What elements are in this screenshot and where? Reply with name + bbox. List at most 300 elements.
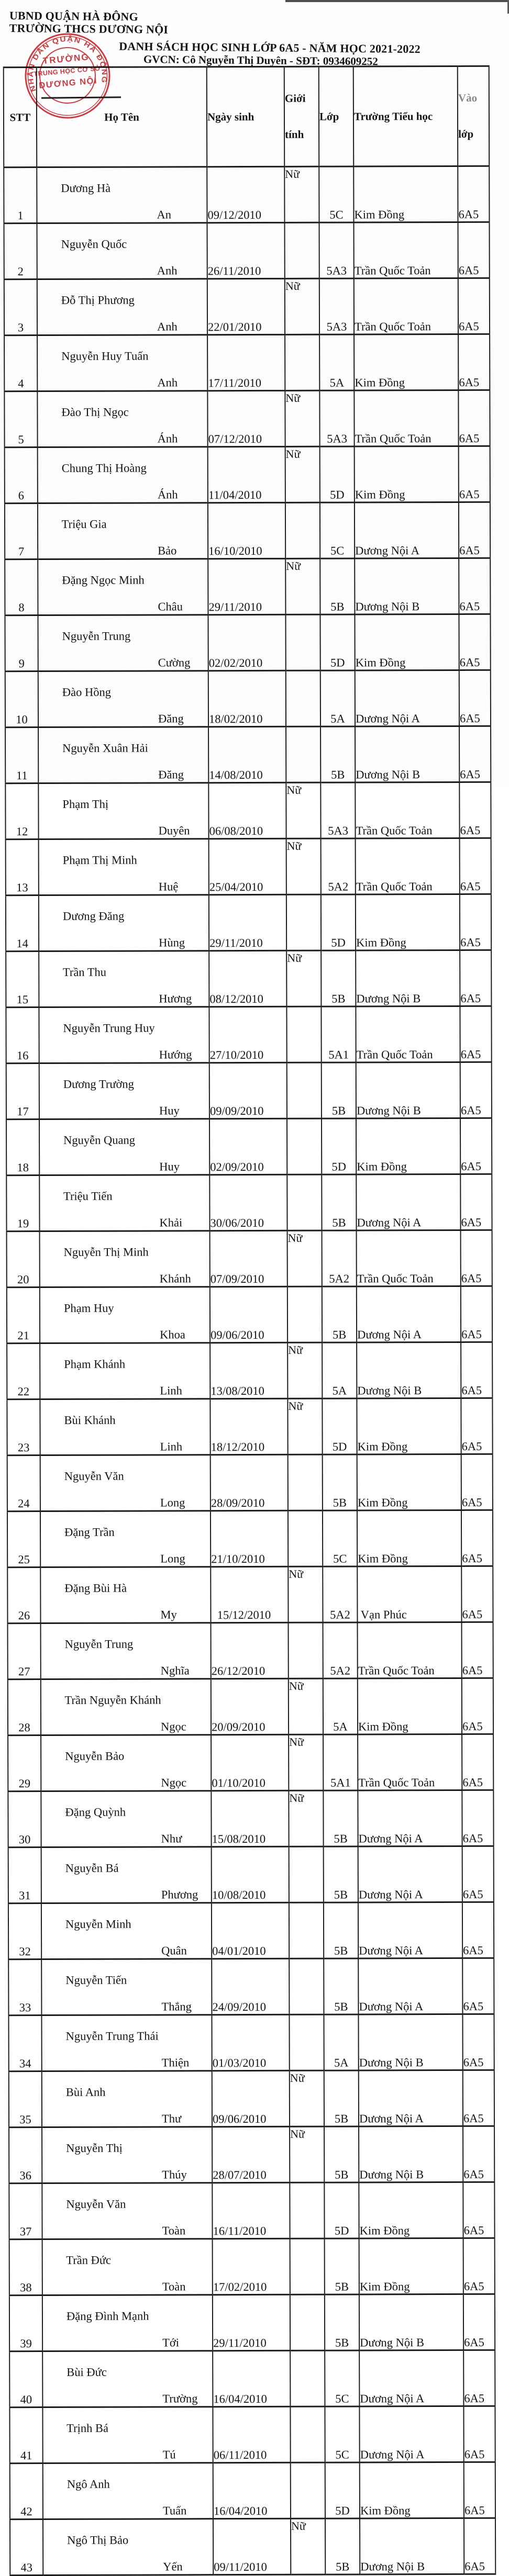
cell-into-class: 6A5: [463, 2238, 495, 2294]
table-row: [7, 1454, 493, 1511]
cell-family-name: Nguyễn Thị: [66, 2141, 123, 2155]
table-row: [6, 1062, 492, 1119]
cell-family-name: Nguyễn Văn: [66, 2197, 126, 2211]
cell-stt: 22: [7, 1343, 40, 1399]
cell-family-name: Phạm Huy: [63, 1301, 114, 1315]
cell-gender: [285, 614, 320, 670]
cell-stt: 43: [10, 2519, 43, 2575]
cell-family-name: Triệu Gia: [61, 517, 107, 531]
cell-family-name: Bùi Anh: [65, 2085, 106, 2099]
cell-class: 5B: [324, 1846, 358, 1902]
cell-given-name: Toàn: [162, 2224, 186, 2237]
cell-into-class: 6A5: [460, 1174, 492, 1230]
student-table: [3, 65, 496, 2576]
cell-family-name: Đặng Quỳnh: [65, 1805, 126, 1819]
cell-name: [41, 2015, 212, 2071]
cell-gender: Nữ: [286, 838, 321, 894]
table-row: [7, 1566, 493, 1623]
cell-family-name: Nguyễn Trung Huy: [63, 1021, 155, 1035]
cell-dob: 06/11/2010: [213, 2406, 290, 2462]
cell-class: 5D: [320, 614, 355, 670]
cell-gender: [290, 2294, 325, 2350]
cell-into-class: 6A5: [458, 222, 490, 278]
cell-name: [38, 503, 208, 559]
cell-into-class: 6A5: [459, 670, 491, 726]
cell-given-name: Khánh: [159, 1272, 191, 1285]
cell-name: [41, 1679, 211, 1735]
cell-school: Dương Nội A: [358, 1790, 462, 1846]
cell-given-name: Huy: [159, 1104, 180, 1117]
cell-school: Kim Đồng: [355, 614, 459, 670]
cell-dob: 30/06/2010: [209, 1174, 287, 1230]
cell-dob: 01/03/2010: [212, 2014, 289, 2070]
cell-name: [39, 839, 209, 895]
cell-into-class: 6A5: [463, 2406, 495, 2462]
cell-dob: 10/08/2010: [212, 1846, 289, 1902]
cell-stt: 40: [9, 2351, 42, 2407]
cell-class: 5B: [324, 1958, 358, 2014]
cell-school: Trần Quốc Toản: [358, 1734, 462, 1790]
cell-into-class: 6A5: [462, 1846, 494, 1902]
cell-name: [40, 1567, 211, 1623]
cell-gender: Nữ: [288, 1566, 323, 1622]
table-row: [9, 2126, 494, 2183]
cell-name: [38, 783, 208, 839]
cell-name: [42, 2295, 213, 2351]
cell-given-name: Cường: [158, 656, 191, 669]
cell-school: Dương Nội A: [358, 1846, 462, 1902]
cell-name: [38, 447, 208, 503]
cell-family-name: Đỗ Thị Phương: [61, 293, 135, 307]
cell-name: [42, 2351, 213, 2407]
cell-school: Trần Quốc Toản: [355, 782, 459, 838]
cell-given-name: Huy: [159, 1160, 180, 1173]
cell-stt: 19: [6, 1175, 39, 1231]
cell-stt: 24: [7, 1455, 40, 1511]
cell-into-class: 6A5: [460, 894, 491, 950]
cell-into-class: 6A5: [462, 1902, 494, 1958]
cell-family-name: Đặng Trần: [64, 1525, 115, 1539]
cell-name: [42, 2071, 212, 2127]
cell-family-name: Nguyễn Bá: [65, 1861, 119, 1875]
header-into-class-line1: Vào: [458, 91, 478, 104]
cell-gender: Nữ: [287, 1230, 322, 1286]
table-row: [5, 502, 490, 559]
table-row: [4, 278, 490, 335]
table-row: [6, 950, 491, 1007]
cell-school: Kim Đồng: [357, 1454, 461, 1510]
cell-given-name: Linh: [160, 1384, 182, 1397]
cell-stt: 13: [6, 839, 39, 895]
cell-given-name: Thắng: [161, 2000, 192, 2013]
cell-into-class: 6A5: [459, 446, 490, 502]
cell-family-name: Trần Đức: [66, 2253, 112, 2267]
cell-family-name: Nguyễn Minh: [65, 1917, 131, 1931]
cell-name: [40, 1231, 210, 1287]
cell-family-name: Nguyễn Huy Tuấn: [61, 349, 149, 363]
cell-stt: 39: [9, 2295, 42, 2351]
cell-gender: [287, 1286, 322, 1342]
cell-stt: 30: [8, 1791, 41, 1847]
cell-stt: 34: [8, 2015, 41, 2071]
cell-stt: 17: [6, 1063, 39, 1119]
cell-given-name: Quân: [161, 1944, 187, 1957]
cell-family-name: Nguyễn Trung: [62, 629, 131, 643]
cell-family-name: Nguyễn Văn: [64, 1469, 124, 1483]
cell-school: Dương Nội B: [355, 558, 459, 614]
cell-into-class: 6A5: [458, 390, 490, 446]
cell-school: Dương Nội B: [358, 2014, 462, 2070]
cell-stt: 10: [5, 671, 38, 727]
cell-class: 5B: [325, 2518, 360, 2574]
table-row: [9, 2070, 494, 2127]
cell-class: 5D: [322, 1118, 356, 1174]
cell-into-class: 6A5: [461, 1566, 493, 1622]
cell-gender: [289, 2014, 324, 2070]
table-row: [5, 558, 490, 615]
cell-class: 5D: [320, 446, 355, 502]
document-subtitle: GVCN: Cô Nguyễn Thị Duyên - SĐT: 0934609252: [143, 53, 378, 68]
table-row: [4, 166, 489, 223]
cell-dob: 24/09/2010: [212, 1958, 289, 2014]
cell-dob: 18/02/2010: [208, 670, 286, 726]
cell-family-name: Ngô Anh: [67, 2477, 110, 2491]
cell-school: Trần Quốc Toản: [356, 838, 460, 894]
cell-given-name: Hương: [159, 992, 192, 1005]
cell-into-class: 6A5: [463, 2126, 494, 2182]
cell-class: 5A2: [322, 1230, 357, 1286]
table-row: [7, 1398, 492, 1455]
cell-school: Kim Đồng: [354, 334, 458, 390]
cell-stt: 1: [4, 167, 37, 223]
cell-into-class: 6A5: [462, 1734, 493, 1790]
cell-into-class: 6A5: [458, 278, 490, 334]
cell-dob: 27/10/2010: [209, 1006, 286, 1062]
cell-into-class: 6A5: [464, 2462, 495, 2518]
cell-school: Dương Nội B: [355, 726, 459, 782]
cell-class: 5B: [323, 1790, 358, 1846]
cell-given-name: Long: [160, 1552, 185, 1565]
cell-stt: 11: [5, 727, 38, 783]
cell-family-name: Đặng Bùi Hà: [64, 1581, 127, 1595]
cell-class: 5C: [325, 2406, 359, 2462]
cell-family-name: Chung Thị Hoàng: [61, 461, 147, 475]
cell-name: [42, 2239, 213, 2295]
cell-dob: 29/11/2010: [209, 894, 286, 950]
table-row: [10, 2462, 495, 2519]
cell-given-name: Thư: [161, 2112, 182, 2125]
cell-into-class: 6A5: [461, 1454, 493, 1510]
cell-family-name: Trịnh Bá: [67, 2421, 108, 2435]
cell-name: [37, 279, 207, 335]
cell-given-name: Ánh: [157, 432, 178, 445]
cell-gender: [289, 1846, 324, 1902]
stamp-center-line2: TRUNG HỌC CƠ SỞ: [33, 64, 101, 78]
cell-school: Dương Nội A: [358, 1902, 462, 1958]
cell-name: [43, 2463, 213, 2519]
cell-given-name: Nghĩa: [160, 1664, 190, 1677]
cell-into-class: 6A5: [463, 2182, 494, 2238]
cell-gender: [291, 2462, 325, 2518]
cell-into-class: 6A5: [464, 2518, 495, 2574]
cell-family-name: Triệu Tiến: [63, 1189, 113, 1203]
stamp-center-line3: DƯƠNG NỘI: [38, 76, 98, 91]
cell-class: 5A1: [321, 1006, 356, 1062]
cell-name: [42, 2407, 213, 2463]
table-row: [5, 670, 491, 727]
cell-name: [41, 1903, 212, 1959]
cell-school: Dương Nội B: [360, 2518, 464, 2574]
cell-class: 5C: [325, 2350, 359, 2406]
cell-name: [40, 1343, 210, 1399]
table-row: [8, 1902, 494, 1959]
cell-family-name: Trần Thu: [62, 965, 107, 979]
cell-class: 5B: [323, 1454, 357, 1510]
cell-name: [39, 1007, 209, 1063]
table-row: [8, 1622, 493, 1679]
cell-gender: [289, 1622, 323, 1678]
cell-class: 5A3: [319, 390, 354, 446]
cell-class: 5B: [324, 2126, 359, 2182]
cell-given-name: Bảo: [158, 544, 177, 557]
cell-stt: 42: [10, 2463, 43, 2519]
cell-into-class: 6A5: [458, 166, 489, 222]
cell-class: 5B: [322, 1174, 356, 1230]
cell-class: 5D: [324, 2182, 359, 2238]
cell-dob: 14/08/2010: [208, 726, 286, 782]
cell-name: [42, 2127, 212, 2183]
cell-given-name: Hùng: [159, 936, 185, 949]
cell-name: [39, 1063, 209, 1119]
cell-stt: 16: [6, 1007, 39, 1063]
cell-class: 5D: [321, 894, 356, 950]
cell-given-name: Tuấn: [162, 2504, 187, 2517]
cell-stt: 41: [9, 2407, 42, 2463]
cell-dob: 16/10/2010: [208, 502, 285, 558]
cell-dob: 26/11/2010: [207, 222, 285, 278]
cell-stt: 23: [7, 1399, 40, 1455]
cell-given-name: Huệ: [158, 880, 179, 893]
cell-into-class: 6A5: [460, 838, 491, 894]
cell-into-class: 6A5: [459, 614, 490, 670]
header-dob: Ngày sinh: [207, 66, 284, 166]
cell-dob: 09/06/2010: [212, 2070, 290, 2126]
cell-name: [38, 727, 208, 783]
cell-into-class: 6A5: [459, 558, 490, 614]
cell-given-name: Thiện: [161, 2056, 190, 2069]
cell-stt: 21: [7, 1287, 40, 1343]
cell-given-name: Duyên: [158, 824, 190, 837]
org-line-2: TRƯỜNG THCS DƯƠNG NỘI: [9, 21, 169, 36]
cell-name: [41, 1847, 212, 1903]
cell-stt: 5: [4, 391, 37, 447]
cell-dob: 26/12/2010: [211, 1622, 289, 1678]
cell-class: 5B: [325, 2294, 359, 2350]
cell-class: 5A2: [323, 1622, 358, 1678]
table-row: [6, 1006, 491, 1063]
cell-stt: 18: [6, 1119, 39, 1175]
cell-given-name: Thúy: [162, 2168, 187, 2181]
cell-class: 5C: [323, 1510, 357, 1566]
cell-gender: Nữ: [290, 2126, 324, 2182]
cell-school: Dương Nội A: [359, 2070, 463, 2126]
cell-gender: [290, 2406, 325, 2462]
cell-school: Trần Quốc Toản: [358, 1622, 462, 1678]
cell-gender: [288, 1454, 323, 1510]
cell-into-class: 6A5: [460, 1006, 491, 1062]
cell-stt: 36: [9, 2127, 42, 2183]
cell-school: Dương Nội B: [357, 1342, 461, 1398]
cell-school: Dương Nội B: [359, 2294, 463, 2350]
cell-name: [43, 2519, 213, 2575]
cell-stt: 7: [5, 503, 38, 559]
cell-school: Dương Nội A: [359, 2350, 463, 2406]
cell-name: [41, 1623, 211, 1679]
cell-dob: 08/12/2010: [209, 950, 286, 1006]
cell-family-name: Dương Đăng: [62, 909, 125, 923]
cell-gender: [286, 1006, 321, 1062]
cell-gender: [286, 670, 320, 726]
cell-stt: 26: [7, 1567, 40, 1623]
cell-dob: 28/09/2010: [211, 1454, 288, 1510]
cell-given-name: Ngọc: [160, 1720, 186, 1733]
cell-class: 5D: [322, 1398, 357, 1454]
cell-dob: 25/04/2010: [209, 838, 286, 894]
cell-gender: Nữ: [287, 1398, 322, 1454]
cell-dob: 02/09/2010: [209, 1118, 287, 1174]
cell-school: Dương Nội A: [358, 1958, 462, 2014]
school-stamp: [19, 28, 116, 124]
cell-into-class: 6A5: [459, 502, 490, 558]
cell-name: [40, 1399, 210, 1455]
cell-stt: 8: [5, 559, 38, 615]
cell-gender: Nữ: [284, 166, 319, 222]
cell-stt: 2: [4, 223, 37, 279]
cell-into-class: 6A5: [458, 334, 490, 390]
cell-name: [37, 223, 207, 279]
header-stt: STT: [4, 68, 37, 167]
table-row: [7, 1510, 493, 1567]
table-row: [8, 1846, 494, 1903]
cell-school: Dương Nội B: [356, 1062, 460, 1118]
cell-school: Dương Nội A: [355, 670, 459, 726]
cell-into-class: 6A5: [459, 726, 491, 782]
cell-class: 5A: [323, 1678, 358, 1734]
table-row: [9, 2238, 495, 2295]
cell-dob: 07/12/2010: [207, 390, 285, 446]
cell-name: [39, 895, 209, 951]
cell-dob: 21/10/2010: [211, 1510, 288, 1566]
cell-dob: 15/12/2010: [211, 1566, 288, 1622]
header-class: Lớp: [319, 66, 353, 166]
cell-into-class: 6A5: [459, 782, 491, 838]
cell-family-name: Ngô Thị Bảo: [67, 2533, 129, 2547]
cell-school: Kim Đồng: [356, 1118, 460, 1174]
cell-name: [40, 1511, 211, 1567]
cell-gender: [287, 1118, 322, 1174]
cell-name: [38, 671, 208, 727]
cell-school: Dương Nội A: [359, 2406, 463, 2462]
table-row: [6, 1174, 492, 1231]
cell-given-name: My: [160, 1608, 177, 1621]
cell-dob: 17/11/2010: [207, 334, 285, 390]
cell-dob: 07/09/2010: [210, 1230, 287, 1286]
cell-gender: [285, 334, 319, 390]
cell-given-name: Như: [161, 1832, 182, 1845]
cell-dob: 06/08/2010: [208, 782, 286, 838]
cell-family-name: Nguyễn Quang: [63, 1133, 135, 1147]
cell-gender: [290, 2350, 325, 2406]
cell-stt: 31: [8, 1847, 41, 1903]
cell-class: 5C: [320, 502, 355, 558]
cell-gender: Nữ: [289, 1678, 323, 1734]
cell-name: [38, 559, 208, 615]
cell-into-class: 6A5: [460, 1062, 492, 1118]
cell-dob: 02/02/2010: [208, 614, 285, 670]
cell-family-name: Nguyễn Bảo: [65, 1749, 125, 1763]
cell-gender: [286, 894, 321, 950]
cell-given-name: Long: [160, 1496, 185, 1509]
cell-gender: Nữ: [285, 446, 320, 502]
cell-school: Trần Quốc Toản: [354, 390, 458, 446]
cell-school: Kim Đồng: [359, 2182, 463, 2238]
cell-into-class: 6A5: [463, 2070, 494, 2126]
cell-class: 5A: [322, 1342, 357, 1398]
cell-stt: 28: [8, 1679, 41, 1735]
cell-gender: Nữ: [286, 950, 321, 1006]
cell-dob: 15/08/2010: [211, 1790, 289, 1846]
cell-stt: 25: [7, 1511, 40, 1567]
cell-school: Trần Quốc Toản: [356, 1006, 460, 1062]
cell-dob: 01/10/2010: [211, 1734, 289, 1790]
cell-dob: 09/09/2010: [209, 1062, 287, 1118]
table-row: [7, 1342, 492, 1399]
cell-school: Kim Đồng: [358, 1678, 462, 1734]
cell-dob: 28/07/2010: [212, 2126, 290, 2182]
cell-class: 5B: [324, 1902, 358, 1958]
cell-gender: [289, 1902, 324, 1958]
cell-family-name: Nguyễn Tiến: [65, 1973, 127, 1987]
cell-dob: 29/11/2010: [213, 2294, 290, 2350]
cell-stt: 20: [7, 1231, 40, 1287]
cell-family-name: Bùi Khánh: [64, 1413, 116, 1427]
cell-into-class: 6A5: [461, 1342, 492, 1398]
cell-given-name: Châu: [158, 600, 183, 613]
cell-family-name: Nguyễn Trung Thái: [65, 2029, 159, 2043]
header-gender-line2: tính: [285, 128, 304, 141]
cell-dob: 29/11/2010: [208, 558, 285, 614]
cell-name: [39, 1175, 209, 1231]
cell-given-name: Khoa: [160, 1328, 185, 1341]
cell-family-name: Dương Trường: [63, 1077, 134, 1091]
cell-class: 5A3: [319, 278, 354, 334]
stamp-ring-text: NHÂN DÂN QUẬN HÀ ĐÔNG: [26, 35, 109, 93]
cell-gender: Nữ: [286, 782, 320, 838]
cell-family-name: Dương Hà: [61, 181, 111, 195]
table-row: [4, 222, 490, 279]
cell-family-name: Phạm Thị: [62, 797, 109, 811]
cell-stt: 29: [8, 1735, 41, 1791]
table-row: [7, 1286, 492, 1343]
table-row: [5, 726, 491, 783]
table-row: [9, 2294, 495, 2351]
cell-gender: Nữ: [289, 1790, 323, 1846]
cell-dob: 17/02/2010: [213, 2238, 290, 2294]
cell-family-name: Nguyễn Trung: [64, 1637, 134, 1651]
table-row: [6, 838, 491, 895]
cell-class: 5B: [321, 950, 356, 1006]
header-into-class-line2: lớp: [458, 127, 474, 140]
